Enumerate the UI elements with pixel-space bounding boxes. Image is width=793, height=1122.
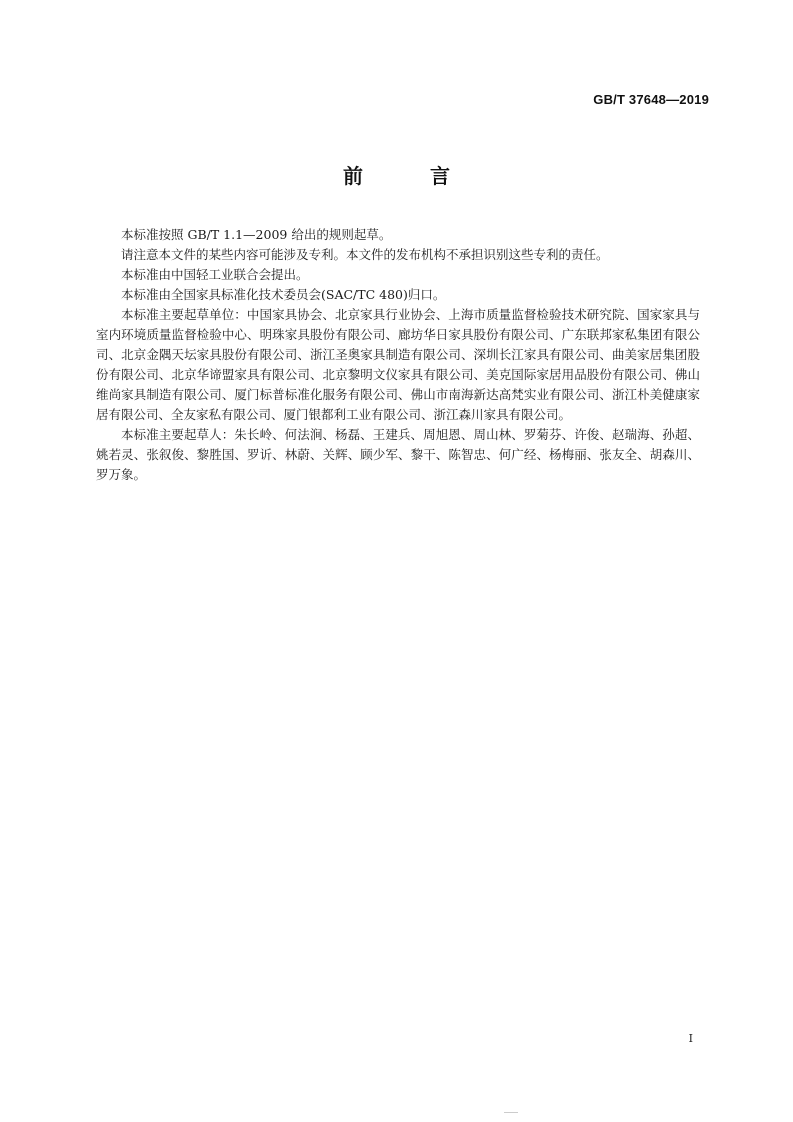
page-number: I xyxy=(688,1032,693,1045)
standard-code: GB/T 37648—2019 xyxy=(593,92,709,107)
paragraph-drafting-organizations: 本标准主要起草单位：中国家具协会、北京家具行业协会、上海市质量监督检验技术研究院、国家家具与室内环境质量监督检验中心、明珠家具股份有限公司、廊坊华日家具股份有限公司、广东联邦家私集团有限公司、北京金隅天坛家具股份有限公司、浙江圣奥家具制造有限公司、深圳长江家具有限公司、曲美家居集团股份有限公司、北京华谛盟家具有限公司、北京黎明文仪家具有限公司、美克国际家居用品股份有限公司、佛山维尚家具制造有限公司、厦门标普标准化服务有限公司、佛山市南海新达高梵实业有限公司、浙江朴美健康家居有限公司、全友家私有限公司、厦门银都利工业有限公司、浙江森川家具有限公司。 xyxy=(96,307,700,422)
paragraph-proposer: 本标准由中国轻工业联合会提出。 xyxy=(121,267,309,282)
foreword-body xyxy=(96,225,700,485)
page-title: 前 言 xyxy=(343,164,480,188)
paragraph-committee: 本标准由全国家具标准化技术委员会(SAC/TC 480)归口。 xyxy=(121,287,446,302)
footer-divider xyxy=(504,1112,518,1113)
paragraph-patent-notice: 请注意本文件的某些内容可能涉及专利。本文件的发布机构不承担识别这些专利的责任。 xyxy=(121,247,609,262)
paragraph-drafting-rules: 本标准按照 GB/T 1.1—2009 给出的规则起草。 xyxy=(121,227,392,242)
paragraph-drafters: 本标准主要起草人：朱长岭、何法涧、杨磊、王建兵、周旭恩、周山林、罗菊芬、许俊、赵瑞海、孙超、姚若灵、张叙俊、黎胜国、罗䜣、林蔚、关辉、顾少军、黎干、陈智忠、何广经、杨梅丽、张友全、胡森川、罗万象。 xyxy=(96,427,700,482)
